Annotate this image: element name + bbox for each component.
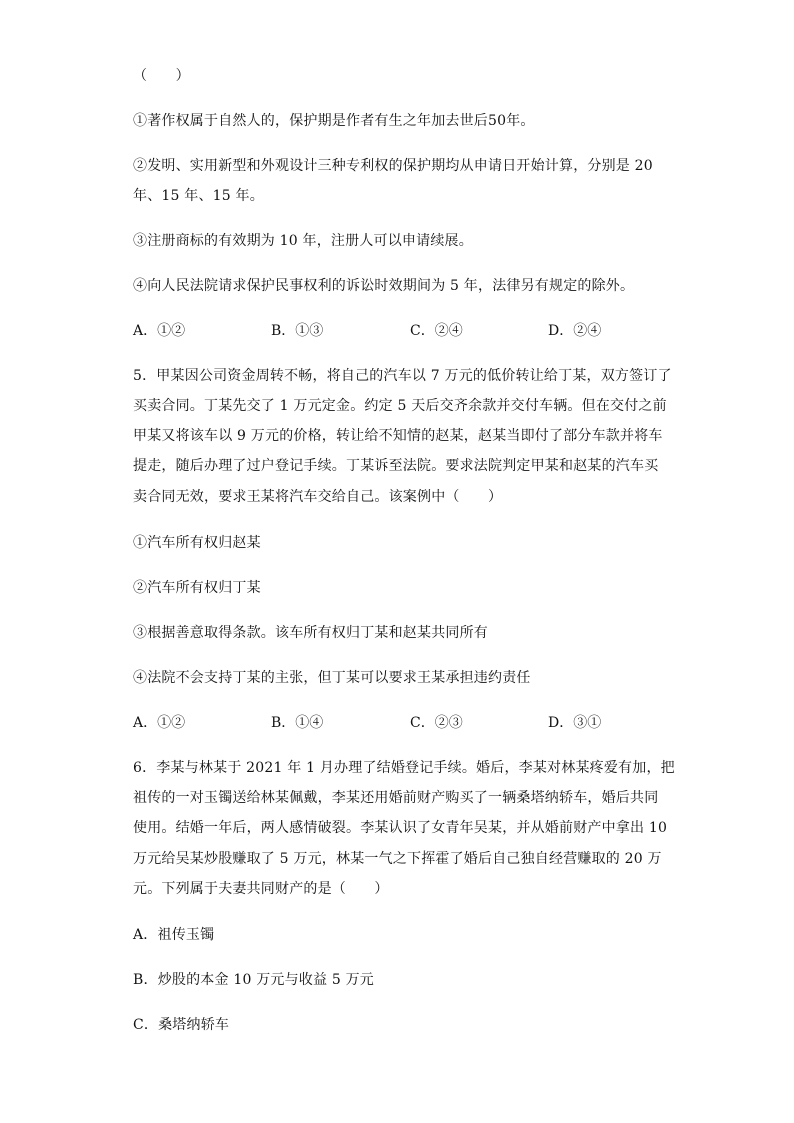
q4-item-3: ③注册商标的有效期为 10 年，注册人可以申请续展。 [133,233,473,249]
q4-item-2-cont: 年、15 年、15 年。 [133,188,264,204]
q5-stem-line-2: 买卖合同。丁某先交了 1 万元定金。约定 5 天后交齐余款并交付车辆。但在交付之前 [133,398,667,414]
q4-option-a[interactable]: A．①② [133,323,186,339]
q4-answer-bracket: （ ） [133,68,190,84]
q6-stem-line-2: 祖传的一对玉镯送给林某佩戴，李某还用婚前财产购买了一辆桑塔纳轿车，婚后共同 [133,790,659,806]
q4-item-1: ①著作权属于自然人的，保护期是作者有生之年加去世后50年。 [133,113,535,129]
q4-option-c[interactable]: C．②④ [410,323,463,339]
q5-option-a[interactable]: A．①② [133,715,186,731]
q5-option-d[interactable]: D．③① [548,715,602,731]
q5-item-4: ④法院不会支持丁某的主张，但丁某可以要求王某承担违约责任 [133,670,531,686]
q5-item-2: ②汽车所有权归丁某 [133,580,261,596]
q4-option-d[interactable]: D．②④ [548,323,602,339]
q6-stem-line-1: 6．李某与林某于 2021 年 1 月办理了结婚登记手续。婚后，李某对林某疼爱有加，把 [133,760,675,776]
q4-option-b[interactable]: B．①③ [271,323,324,339]
q5-stem-line-5: 卖合同无效，要求王某将汽车交给自己。该案例中（ ） [133,489,503,505]
q5-stem-line-3: 甲某又将该车以 9 万元的价格，转让给不知情的赵某，赵某当即付了部分车款并将车 [133,428,663,444]
q6-stem-line-5: 元。下列属于夫妻共同财产的是（ ） [133,881,389,897]
q5-option-b[interactable]: B．①④ [271,715,324,731]
q5-item-3: ③根据善意取得条款。该车所有权归丁某和赵某共同所有 [133,625,488,641]
q6-option-c[interactable]: C．桑塔纳轿车 [133,1017,230,1033]
q6-option-a[interactable]: A．祖传玉镯 [133,927,215,943]
q4-item-2: ②发明、实用新型和外观设计三种专利权的保护期均从申请日开始计算，分别是 20 [133,158,653,174]
q6-stem-line-3: 使用。结婚一年后，两人感情破裂。李某认识了女青年吴某，并从婚前财产中拿出 10 [133,820,668,836]
q5-option-c[interactable]: C．②③ [410,715,463,731]
q5-stem-line-4: 提走，随后办理了过户登记手续。丁某诉至法院。要求法院判定甲某和赵某的汽车买 [133,458,659,474]
q5-stem-line-1: 5．甲某因公司资金周转不畅，将自己的汽车以 7 万元的低价转让给丁某，双方签订了 [133,368,672,384]
q6-stem-line-4: 万元给吴某炒股赚取了 5 万元，林某一气之下挥霍了婚后自己独自经营赚取的 20 万 [133,851,662,867]
q6-option-b[interactable]: B．炒股的本金 10 万元与收益 5 万元 [133,972,375,988]
q4-item-4: ④向人民法院请求保护民事权利的诉讼时效期间为 5 年，法律另有规定的除外。 [133,278,635,294]
q5-item-1: ①汽车所有权归赵某 [133,535,261,551]
